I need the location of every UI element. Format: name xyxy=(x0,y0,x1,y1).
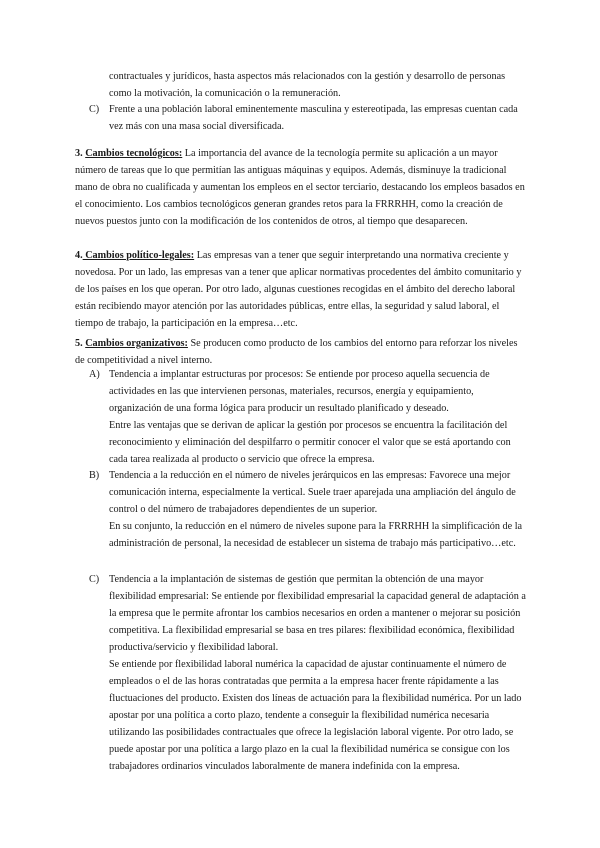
section-3-heading: Cambios tecnológicos: xyxy=(85,148,183,159)
section-5-number: 5. xyxy=(75,338,83,349)
item-a xyxy=(109,366,527,468)
section-3-body: La importancia del avance de la tecnología permite su aplicación a un mayor número de tareas que lo que permitían las antiguas máquinas y equipos. Además, disminuye la tradicional mano de obra no cualificada y aumentan los empleos en el sector terciario, destacando los empleos basados en el conocimiento. Los cambios tecnológicos generan grandes retos para la FRRRHH, como la creación de nuevos puestos junto con la modificación de los contenidos de otros, al tiempo que desaparecen. xyxy=(75,148,525,227)
item-c-text: Frente a una población laboral eminentemente masculina y estereotipada, las empresas cuentan cada vez más con una masa social diversificada. xyxy=(109,104,518,132)
item-c2-text: Tendencia a la implantación de sistemas de gestión que permitan la obtención de una mayor flexibilidad empresarial: Se entiende por flexibilidad empresarial la capacidad general de adaptación a la empresa que le permite afrontar los cambios necesarios en orden a mantener o mejorar su posición competitiva. La flexibilidad empresarial se basa en tres pilares: flexibilidad económica, flexibilidad productiva/servicio y flexibilidad laboral. xyxy=(109,574,526,653)
item-c2 xyxy=(109,571,527,775)
section-5-body: Se producen como producto de los cambios del entorno para reforzar los niveles de competitividad a nivel interno. xyxy=(75,338,518,366)
section-4-heading: Cambios político-legales: xyxy=(82,250,195,261)
section-4-body: Las empresas van a tener que seguir interpretando una normativa creciente y novedosa. Por un lado, las empresas van a tener que aplicar normativas procedentes del ámbito comunitario y de los países en los que operan. Por otro lado, algunas cuestiones recogidas en el ámbito del derecho laboral están recibiendo mayor atención por las autoridades públicas, entre ellas, la seguridad y salud laboral, el tiempo de trabajo, la participación en la empresa…etc. xyxy=(75,250,522,329)
section-4-paragraph xyxy=(75,247,527,332)
item-b-continuation: contractuales y jurídicos, hasta aspectos más relacionados con la gestión y desarrollo de personas como la motivación, la comunicación o la remuneración. xyxy=(109,71,506,99)
section-3-paragraph xyxy=(75,145,527,230)
section-5-paragraph xyxy=(75,335,527,369)
item-b-label: B) xyxy=(89,470,100,481)
item-c-label: C) xyxy=(89,104,100,115)
item-b xyxy=(109,467,527,552)
item-b-text: Tendencia a la reducción en el número de niveles jerárquicos en las empresas: Favorece una mejor comunicación interna, especialmente la vertical. Suele traer aparejada una ampliación del ángulo de control o del número de trabajadores dependientes de un superior. xyxy=(109,470,516,515)
item-b-text-2: En su conjunto, la reducción en el número de niveles supone para la FRRRHH la simplificación de la administración de personal, la necesidad de establecer un sistema de trabajo más participativo…etc. xyxy=(109,521,523,549)
item-a-label: A) xyxy=(89,369,100,380)
section-4-number: 4. xyxy=(75,250,83,261)
item-a-text: Tendencia a implantar estructuras por procesos: Se entiende por proceso aquella secuencia de actividades en las que intervienen personas, materiales, recursos, energía y equipamiento, organización de una forma lógica para producir un resultado planificado y deseado. xyxy=(109,369,490,414)
item-a-text-2: Entre las ventajas que se derivan de aplicar la gestión por procesos se encuentra la facilitación del reconocimiento y eliminación del despilfarro o permitir conocer el valor que se está aportando con cada tarea realizada al producto o servicio que ofrece la empresa. xyxy=(109,420,511,465)
item-c2-label: C) xyxy=(89,574,100,585)
section-5-heading: Cambios organizativos: xyxy=(85,338,188,349)
item-c2-text-2: Se entiende por flexibilidad laboral numérica la capacidad de ajustar continuamente el número de empleados o el de las horas contratadas que permita a la empresa hacer frente rápidamente a las fluctuaciones del producto. Existen dos líneas de actuación para la flexibilidad numérica. Por un lado apostar por una política a corto plazo, tendente a conseguir la flexibilidad numérica necesaria utilizando las posibilidades contractuales que ofrece la legislación laboral vigente. Por otro lado, se puede apostar por una política a largo plazo en la cual la flexibilidad numérica se consigue con los trabajadores ordinarios vinculados laboralmente de manera indefinida con la empresa. xyxy=(109,659,522,772)
section-3-number: 3. xyxy=(75,148,83,159)
